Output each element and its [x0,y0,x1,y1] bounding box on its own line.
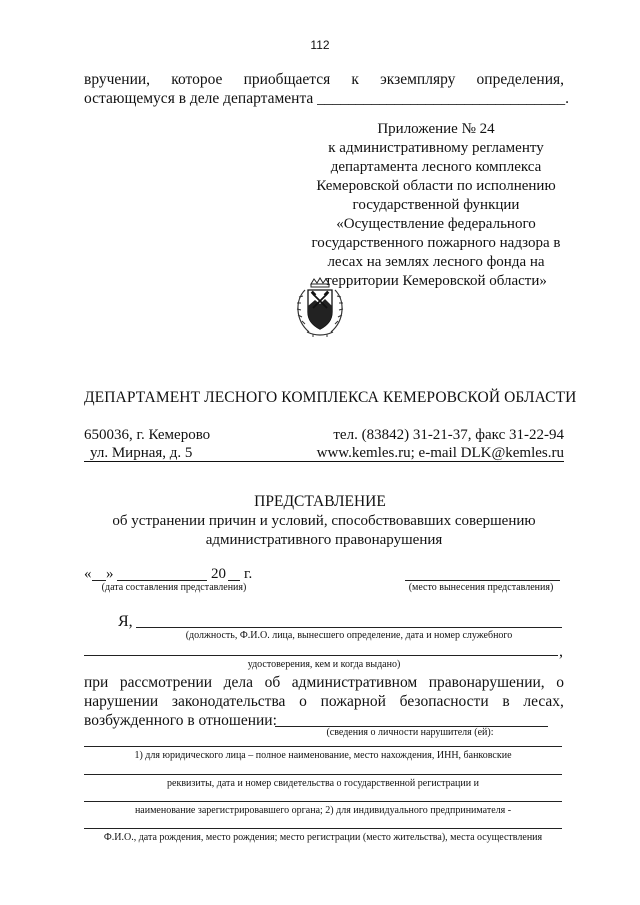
year-field[interactable] [228,580,240,581]
document-title: ПРЕДСТАВЛЕНИЕ [254,493,386,510]
violator-line-field[interactable] [84,746,562,747]
violator-caption-3: наименование зарегистрировавшего органа; 2) для индивидуального предпринимателя - [134,805,512,816]
body-word: пожарной [320,693,386,710]
body-word: дела [223,674,254,691]
intro-word: вручении, [84,71,151,88]
body-word: административном [291,674,418,691]
intro-word: к [351,71,359,88]
violator-line-field[interactable] [84,828,562,829]
month-field[interactable] [117,580,207,581]
body-line-2 [84,692,564,711]
body-word: при [84,674,109,691]
day-field[interactable] [92,580,106,581]
date-caption: (дата составления представления) [101,582,247,593]
department-title: ДЕПАРТАМЕНТ ЛЕСНОГО КОМПЛЕКСА КЕМЕРОВСКОЙ ОБЛАСТИ [84,389,577,406]
body-word: рассмотрении [119,674,213,691]
kemerovo-coat-of-arms-icon [291,276,349,338]
document-subtitle-1: об устранении причин и условий, способствовавших совершению [112,513,536,529]
official-field-1[interactable] [136,627,562,628]
official-field-2[interactable] [84,655,558,656]
year-suffix: г. [244,566,253,582]
body-word: о [299,693,307,710]
official-comma: , [559,643,563,660]
appendix-line: Кемеровской области по исполнению [316,178,556,194]
phone-fax: тел. (83842) 31-21-37, факс 31-22-94 [333,427,564,443]
body-word: лесах, [523,693,564,710]
violator-caption-4: Ф.И.О., дата рождения, место рождения; место регистрации (место жительства), места осуществления [103,832,543,843]
intro-line-2: остающемуся в деле департамента ________________________________. [84,90,570,107]
date-open-quote: « [84,566,92,582]
appendix-line: лесах на землях лесного фонда на [327,254,545,270]
address-line-1: 650036, г. Кемерово [84,427,211,443]
intro-line-1 [84,70,564,89]
web-email: www.kemles.ru; e-mail DLK@kemles.ru [316,445,564,461]
appendix-line: «Осуществление федерального [336,216,536,232]
body-word: о [556,674,564,691]
page-number: 112 [310,38,330,52]
official-caption-1: (должность, Ф.И.О. лица, вынесшего определение, дата и номер служебного [185,630,513,641]
appendix-line: департамента лесного комплекса [330,159,542,175]
appendix-line: государственной функции [352,197,520,213]
year-prefix: 20 [211,566,226,582]
appendix-line: территории Кемеровской области» [325,273,547,289]
intro-word: приобщается [243,71,331,88]
date-close-quote: » [106,566,114,582]
intro-word: которое [171,71,223,88]
place-field[interactable] [405,580,560,581]
body-word: в [502,693,510,710]
appendix-block [300,120,572,291]
violator-line-field[interactable] [84,774,562,775]
header-divider [84,461,564,462]
body-line-3: возбужденного в отношении: [84,712,277,729]
appendix-line: к административному регламенту [328,140,544,156]
intro-word: экземпляру [380,71,456,88]
appendix-line: Приложение № 24 [377,121,495,137]
violator-line-field[interactable] [84,801,562,802]
violator-caption-1: 1) для юридического лица – полное наименование, место нахождения, ИНН, банковские [134,750,512,761]
body-word: безопасности [399,693,489,710]
place-caption: (место вынесения представления) [408,582,554,593]
official-prefix: Я, [118,613,133,630]
body-word: об [264,674,281,691]
violator-caption: (сведения о личности нарушителя (ей): [326,727,494,738]
intro-word: определения, [476,71,564,88]
address-line-2: ул. Мирная, д. 5 [90,445,193,461]
official-caption-2: удостоверения, кем и когда выдано) [247,659,401,670]
body-word: правонарушении, [428,674,545,691]
document-subtitle-2: административного правонарушения [205,532,443,548]
body-word: законодательства [171,693,286,710]
body-word: нарушении [84,693,159,710]
violator-caption-2: реквизиты, дата и номер свидетельства о государственной регистрации и [167,778,479,789]
appendix-line: государственного пожарного надзора в [311,235,561,251]
body-line-1 [84,673,564,692]
